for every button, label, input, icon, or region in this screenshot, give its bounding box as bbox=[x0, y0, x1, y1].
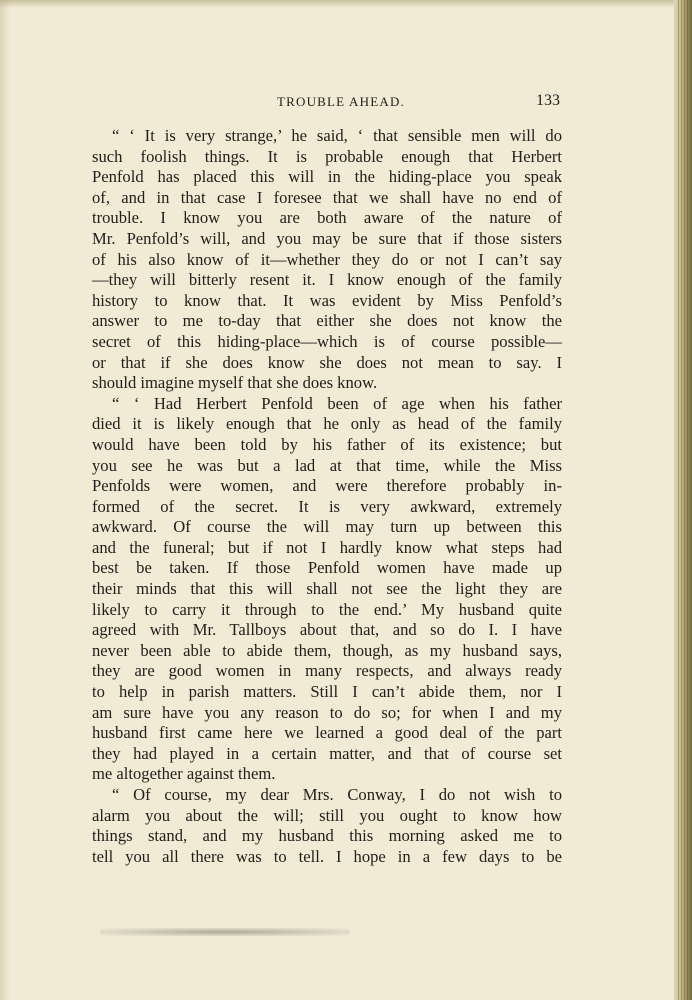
running-head: TROUBLE AHEAD. bbox=[276, 94, 406, 109]
page-number: 133 bbox=[536, 92, 560, 109]
text-line: would have been told by his father of its existence; but bbox=[92, 434, 562, 454]
text-line: died it is likely enough that he only as head of the family bbox=[92, 414, 562, 434]
text-line: tell you all there was to tell. I hope in a few days to be bbox=[92, 846, 562, 866]
text-line: husband first came here we learned a good deal of the part bbox=[92, 723, 562, 743]
ink-smudge bbox=[100, 928, 350, 936]
page-top-shadow bbox=[0, 0, 692, 8]
text-line: am sure have you any reason to do so; for when I and my bbox=[92, 702, 562, 722]
text-line: Penfolds were women, and were therefore probably in- bbox=[92, 476, 562, 496]
text-line: they had played in a certain matter, and that of course set bbox=[92, 743, 562, 763]
text-line: to help in parish matters. Still I can’t abide them, nor I bbox=[92, 682, 562, 702]
text-line: trouble. I know you are both aware of the nature of bbox=[92, 208, 562, 228]
text-line: —they will bitterly resent it. I know enough of the family bbox=[92, 270, 562, 290]
text-line: secret of this hiding-place—which is of course possible— bbox=[92, 331, 562, 351]
body-text bbox=[92, 126, 562, 867]
text-line: things stand, and my husband this morning asked me to bbox=[92, 826, 562, 846]
text-line: or that if she does know she does not mean to say. I bbox=[92, 352, 562, 372]
text-line: history to know that. It was evident by Miss Penfold’s bbox=[92, 290, 562, 310]
text-line: never been able to abide them, though, as my husband says, bbox=[92, 640, 562, 660]
text-line: and the funeral; but if not I hardly know what steps had bbox=[92, 537, 562, 557]
text-line: “ Of course, my dear Mrs. Conway, I do not wish to bbox=[112, 785, 562, 804]
text-line: Mr. Penfold’s will, and you may be sure that if those sisters bbox=[92, 228, 562, 248]
text-line: their minds that this will shall not see the light they are bbox=[92, 579, 562, 599]
text-line: answer to me to-day that either she does not know the bbox=[92, 311, 562, 331]
text-line: alarm you about the will; still you ought to know how bbox=[92, 805, 562, 825]
text-line: agreed with Mr. Tallboys about that, and so do I. I have bbox=[92, 620, 562, 640]
text-line: of his also know of it—whether they do or not I can’t say bbox=[92, 249, 562, 269]
text-line: likely to carry it through to the end.’ My husband quite bbox=[92, 599, 562, 619]
text-line: me altogether against them. bbox=[92, 764, 276, 784]
page-edges-lines bbox=[678, 0, 688, 1000]
text-line: such foolish things. It is probable enough that Herbert bbox=[92, 146, 562, 166]
text-line: “ ‘ It is very strange,’ he said, ‘ that sensible men will do bbox=[112, 126, 562, 145]
text-line: they are good women in many respects, and always ready bbox=[92, 661, 562, 681]
text-line: formed of the secret. It is very awkward, extremely bbox=[92, 496, 562, 516]
text-line: “ ‘ Had Herbert Penfold been of age when his father bbox=[112, 393, 562, 413]
page-header bbox=[92, 92, 560, 116]
text-line: you see he was but a lad at that time, while the Miss bbox=[92, 455, 562, 475]
text-line: should imagine myself that she does know. bbox=[92, 373, 378, 393]
text-line: Penfold has placed this will in the hiding-place you speak bbox=[92, 167, 562, 187]
page-gutter-shadow bbox=[0, 0, 10, 1000]
text-line: awkward. Of course the will may turn up between this bbox=[92, 517, 562, 537]
text-line: best be taken. If those Penfold women have made up bbox=[92, 558, 562, 578]
text-line: of, and in that case I foresee that we shall have no end of bbox=[92, 187, 562, 207]
